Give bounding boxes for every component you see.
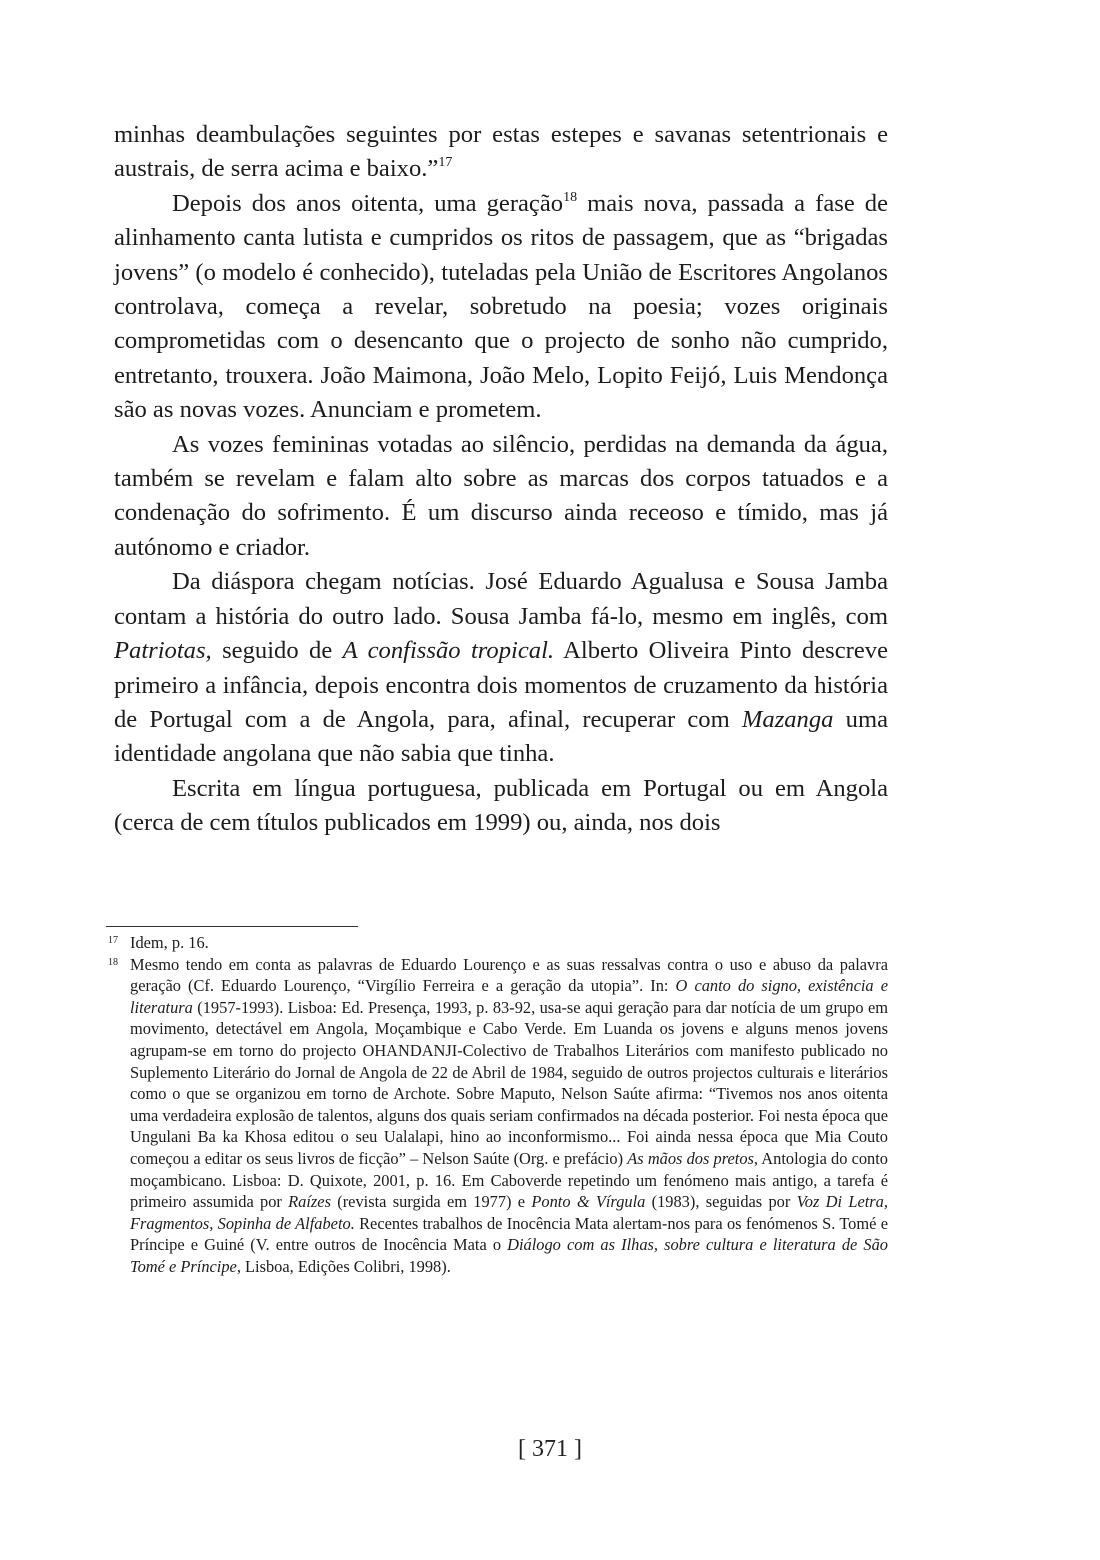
italic-title: Ponto & Vírgula bbox=[531, 1192, 646, 1212]
paragraph-4 bbox=[114, 565, 888, 771]
text-run: Escrita em língua portuguesa, publicada em Portugal ou em Angola (cerca de cem títulos publicados em 1999) ou, ainda, nos dois bbox=[114, 774, 888, 837]
footnote-reference: 17 bbox=[438, 155, 453, 171]
text-run: minhas deambulações seguintes por estas estepes e savanas setentrionais e austrais, de serra acima e baixo.” bbox=[114, 121, 888, 183]
text-run: mais nova, passada a fase de alinhamento canta lutista e cumpridos os ritos de passagem, que as “brigadas jovens” (o modelo é conhecido), tuteladas pela União de Escritores Angolanos controlava, começa a revelar, sobretudo na poesia; vozes originais comprometidas com o desencanto que o projecto de sonho não cumprido, entretanto, trouxera. João Maimona, João Melo, Lopito Feijó, Luis Mendonça são as novas vozes. Anunciam e prometem. bbox=[114, 189, 888, 424]
text-run: (1957-1993). Lisboa: Ed. Presença, 1993, p. 83-92, usa-se aqui geração para dar notícia de um grupo em movimento, detectável em Angola, Moçambique e Cabo Verde. Em Luanda os jovens e alguns menos jovens agrupam-se em torno do projecto OHANDANJI-Colectivo de Trabalhos Literários com manifesto publicado no Suplemento Literário do Jornal de Angola de 22 de Abril de 1984, seguido de outros projectos culturais e literários como o que se organizou em torno de Archote. Sobre Maputo, Nelson Saúte afirma: “Tivemos nos anos oitenta uma verdadeira explosão de talentos, alguns dos quais seriam confirmados na década posterior. Foi nesta época que Ungulani Ba ka Khosa editou o seu Ualalapi, hino ao inconformismo... Foi ainda nessa época que Mia Couto começou a editar os seus livros de ficção” – Nelson Saúte (Org. e prefácio) bbox=[130, 997, 888, 1168]
footnote-text bbox=[130, 933, 209, 952]
text-run: , Lisboa, Edições Colibri, 1998). bbox=[236, 1256, 451, 1276]
text-run: Recentes trabalhos de Inocência Mata alertam-nos para os fenómenos S. Tomé e Príncipe e Guiné (V. entre outros de Inocência Mata o bbox=[130, 1213, 888, 1255]
page-number: [ 371 ] bbox=[518, 1436, 582, 1462]
text-run: , Antologia do conto moçambicano. Lisboa: D. Quixote, 2001, p. 16. Em Caboverde repetindo um fenómeno mais antigo, a tarefa é primeiro assumida por bbox=[130, 1148, 888, 1212]
footnote-text bbox=[130, 955, 888, 1276]
footnotes bbox=[108, 932, 888, 1278]
italic-title: Diálogo com as Ilhas, sobre cultura e literatura de São Tomé e Príncipe bbox=[130, 1235, 888, 1276]
italic-title: As mãos dos pretos bbox=[627, 1148, 754, 1168]
italic-title: Raízes bbox=[288, 1192, 331, 1212]
text-run: Alberto Oliveira Pinto descreve primeiro a infância, depois encontra dois momentos de cruzamento da história de Portugal com a de Angola, para, afinal, recuperar com bbox=[114, 637, 888, 733]
footnote-separator bbox=[106, 926, 358, 927]
italic-title: O canto do signo, existência e literatura bbox=[130, 976, 888, 1017]
footnote-18 bbox=[108, 954, 888, 1278]
footnote-number: 17 bbox=[108, 935, 118, 946]
paragraph-1 bbox=[114, 118, 888, 187]
italic-title: Voz Di Letra, Fragmentos, Sopinha de Alfabeto. bbox=[130, 1192, 888, 1233]
text-run: As vozes femininas votadas ao silêncio, perdidas na demanda da água, também se revelam e falam alto sobre as marcas dos corpos tatuados e a condenação do sofrimento. É um discurso ainda receoso e tímido, mas já autónomo e criador. bbox=[114, 430, 888, 561]
text-run: uma identidade angolana que não sabia que tinha. bbox=[114, 705, 888, 768]
text-run: Idem, p. 16. bbox=[130, 933, 209, 952]
text-run: Depois dos anos oitenta, uma geração bbox=[172, 189, 564, 217]
text-run: (revista surgida em 1977) e bbox=[330, 1192, 532, 1212]
paragraph-2 bbox=[114, 187, 888, 428]
body-text bbox=[114, 118, 888, 841]
text-run: Da diáspora chegam notícias. José Eduardo Agualusa e Sousa Jamba contam a história do outro lado. Sousa Jamba fá-lo, mesmo em inglês, com bbox=[114, 568, 888, 630]
italic-title: Mazanga bbox=[741, 705, 834, 733]
text-run: Mesmo tendo em conta as palavras de Eduardo Lourenço e as suas ressalvas contra o uso e abuso da palavra geração (Cf. Eduardo Lourenço, “Virgílio Ferreira e a geração da utopia”. In: bbox=[130, 954, 888, 996]
footnote-reference: 18 bbox=[563, 189, 578, 205]
text-run: seguido de bbox=[211, 637, 343, 665]
footnote-number: 18 bbox=[108, 956, 118, 968]
italic-title: Patriotas, bbox=[114, 637, 212, 665]
paragraph-5 bbox=[114, 772, 888, 841]
text-run: (1983), seguidas por bbox=[645, 1192, 797, 1212]
footnote-17 bbox=[108, 932, 888, 954]
italic-title: A confissão tropical. bbox=[342, 637, 555, 665]
paragraph-3 bbox=[114, 428, 888, 566]
